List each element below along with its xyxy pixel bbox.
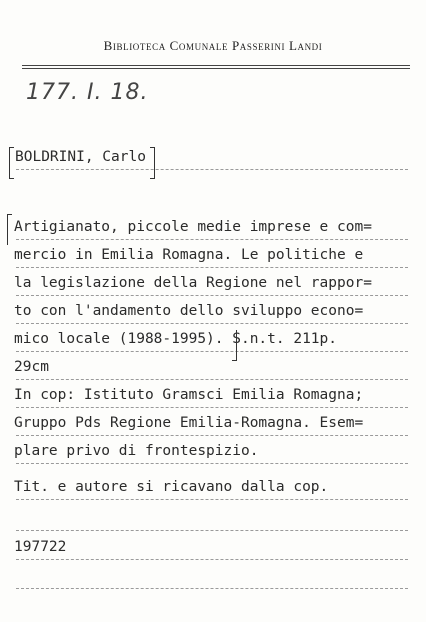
ruled-line	[16, 407, 408, 408]
ruled-line	[16, 295, 408, 296]
ruled-line	[16, 379, 408, 380]
header-rule-top	[22, 65, 410, 66]
note-line-1: In cop: Istituto Gramsci Emilia Romagna;	[14, 387, 364, 403]
library-header: Biblioteca Comunale Passerini Landi	[103, 38, 323, 53]
ruled-line	[16, 351, 408, 352]
title-line-6: 29cm	[14, 359, 49, 375]
ruled-line	[16, 169, 408, 170]
header-rule-bottom	[22, 68, 410, 69]
ruled-line	[16, 239, 408, 240]
note-line-2: Gruppo Pds Regione Emilia-Romagna. Esem=	[14, 415, 364, 431]
ruled-line	[16, 499, 408, 500]
ruled-line	[16, 435, 408, 436]
ruled-line	[16, 267, 408, 268]
author-heading: BOLDRINI, Carlo	[15, 149, 146, 165]
title-line-4: to con l'andamento dello sviluppo econo=	[14, 303, 364, 319]
ruled-line	[16, 559, 408, 560]
ruled-line	[16, 530, 408, 531]
inventory-number: 197722	[14, 539, 67, 555]
note-line-4: Tit. e autore si ricavano dalla cop.	[14, 479, 329, 495]
title-line-1: Artigianato, piccole medie imprese e com=	[14, 219, 372, 235]
author-open-bracket	[9, 147, 14, 179]
shelfmark: 177. I. 18.	[26, 80, 149, 105]
title-line-2: mercio in Emilia Romagna. Le politiche e	[14, 247, 364, 263]
ruled-line	[16, 588, 408, 589]
title-open-bracket	[7, 214, 12, 245]
ruled-line	[16, 463, 408, 464]
title-close-bracket	[232, 330, 237, 361]
note-line-3: plare privo di frontespizio.	[14, 443, 259, 459]
title-line-3: la legislazione della Regione nel rappor=	[14, 275, 372, 291]
title-line-5: mico locale (1988-1995). S.n.t. 211p.	[14, 331, 338, 347]
ruled-line	[16, 323, 408, 324]
author-close-bracket	[150, 147, 155, 179]
